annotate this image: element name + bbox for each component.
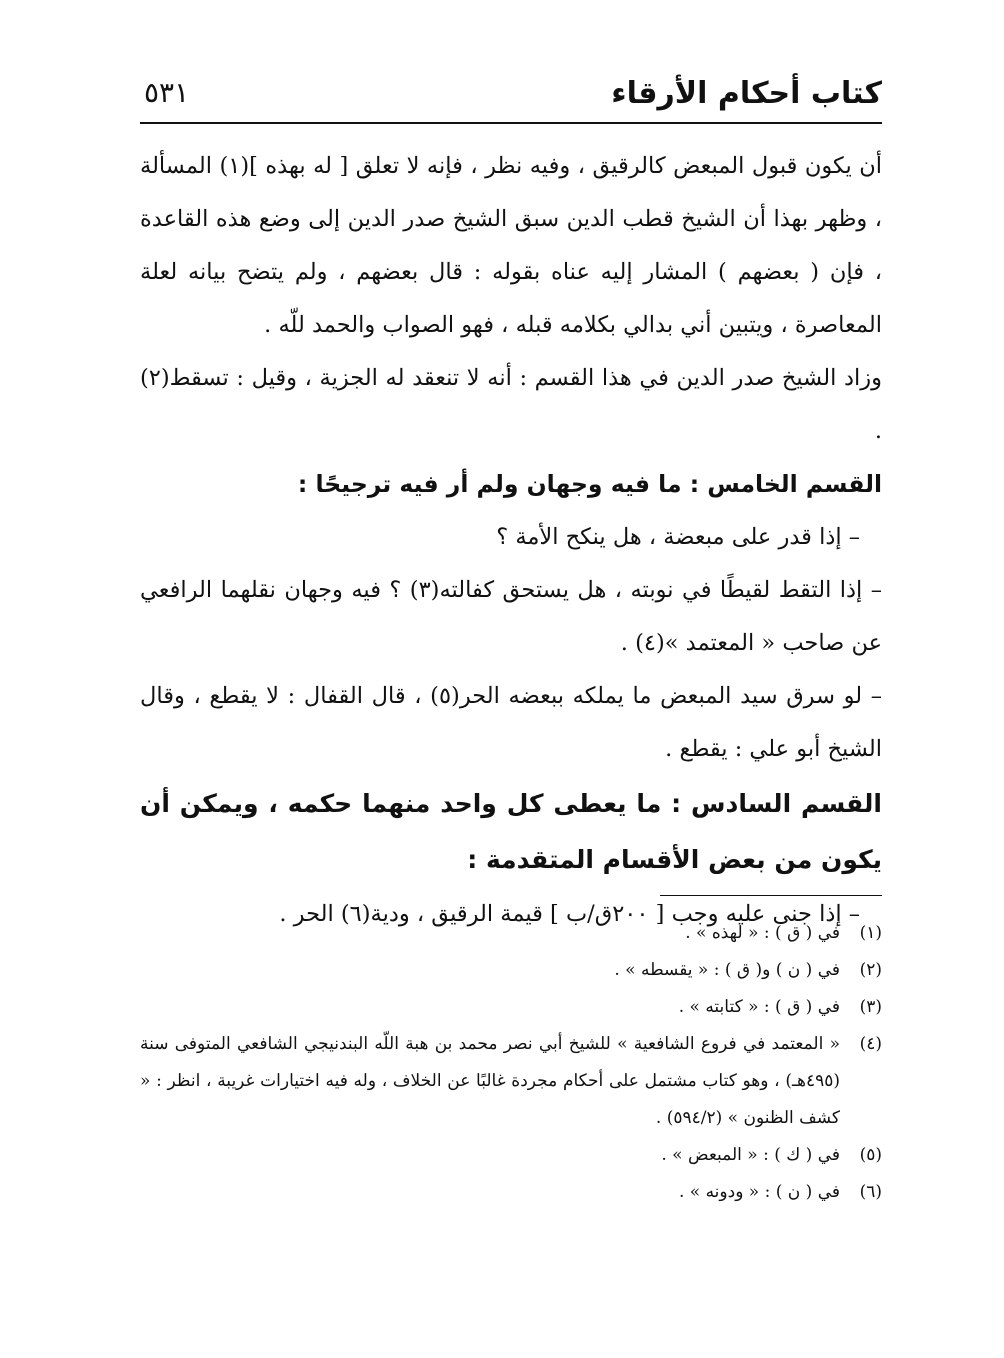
list-item: – إذا التقط لقيطًا في نوبته ، هل يستحق كفالته(٣) ؟ فيه وجهان نقلهما الرافعي عن صاحب « المعتمد »(٤) . (140, 577, 883, 656)
book-title: كتاب أحكام الأرقاء (611, 76, 882, 111)
footnote-number: (٦) (859, 1182, 882, 1202)
footnote-number: (١) (859, 923, 882, 943)
footnote-separator (660, 895, 882, 896)
footnote (140, 1174, 882, 1211)
footnote-text: في ( ق ) : « كتابته » . (678, 997, 840, 1017)
footnote-text: في ( ق ) : « لهذه » . (685, 923, 840, 943)
header-divider (140, 122, 882, 124)
list-item: – إذا قدر على مبعضة ، هل ينكح الأمة ؟ (496, 524, 860, 550)
list-item: – لو سرق سيد المبعض ما يملكه ببعضه الحر(٥) ، قال القفال : لا يقطع ، وقال الشيخ أبو علي : يقطع . (140, 683, 882, 762)
footnotes (140, 915, 882, 1211)
paragraph: أن يكون قبول المبعض كالرقيق ، وفيه نظر ، فإنه لا تعلق [ له بهذه ](١) المسألة ، وظهر بهذا أن الشيخ قطب الدين سبق الشيخ صدر الدين إلى وضع هذه القاعدة ، فإن ( بعضهم ) المشار إليه عناه بقوله : قال بعضهم ، ولم يتضح بيانه لعلة المعاصرة ، ويتبين أني بدالي بكلامه قبله ، فهو الصواب والحمد للّه . (140, 153, 883, 338)
footnote-number: (٤) (859, 1034, 882, 1054)
page-number: ٥٣١ (144, 76, 190, 109)
main-text (140, 140, 882, 941)
footnote-text: في ( ن ) و( ق ) : « يقسطه » . (614, 960, 840, 980)
footnote-text: في ( ن ) : « ودونه » . (678, 1182, 840, 1202)
running-header (140, 70, 882, 122)
footnote-text: « المعتمد في فروع الشافعية » للشيخ أبي نصر محمد بن هبة اللّه البندنيجي الشافعي المتوفى سنة (٤٩٥هـ) ، وهو كتاب مشتمل على أحكام مجردة غالبًا عن الخلاف ، وله فيه اختيارات غريبة ، انظر : « كشف الظنون » (٥٩٤/٢) . (140, 1034, 840, 1128)
paragraph: وزاد الشيخ صدر الدين في هذا القسم : أنه لا تنعقد له الجزية ، وقيل : تسقط(٢) . (140, 365, 882, 444)
footnote-text: في ( ك ) : « المبعض » . (661, 1145, 840, 1165)
list-item: – إذا جنى عليه وجب [ ٢٠٠ق/ب ] قيمة الرقيق ، ودية(٦) الحر . (279, 901, 860, 927)
section-heading-sixth: القسم السادس : ما يعطى كل واحد منهما حكمه ، ويمكن أن يكون من بعض الأقسام المتقدمة : (140, 789, 882, 874)
footnote-number: (٣) (859, 997, 882, 1017)
section-heading-fifth: القسم الخامس : ما فيه وجهان ولم أر فيه ترجيحًا : (297, 470, 882, 498)
footnote (140, 952, 882, 989)
footnote (140, 915, 882, 952)
footnote (140, 1137, 882, 1174)
footnote (140, 1026, 882, 1137)
footnote-number: (٥) (859, 1145, 882, 1165)
footnote (140, 989, 882, 1026)
footnote-number: (٢) (859, 960, 882, 980)
